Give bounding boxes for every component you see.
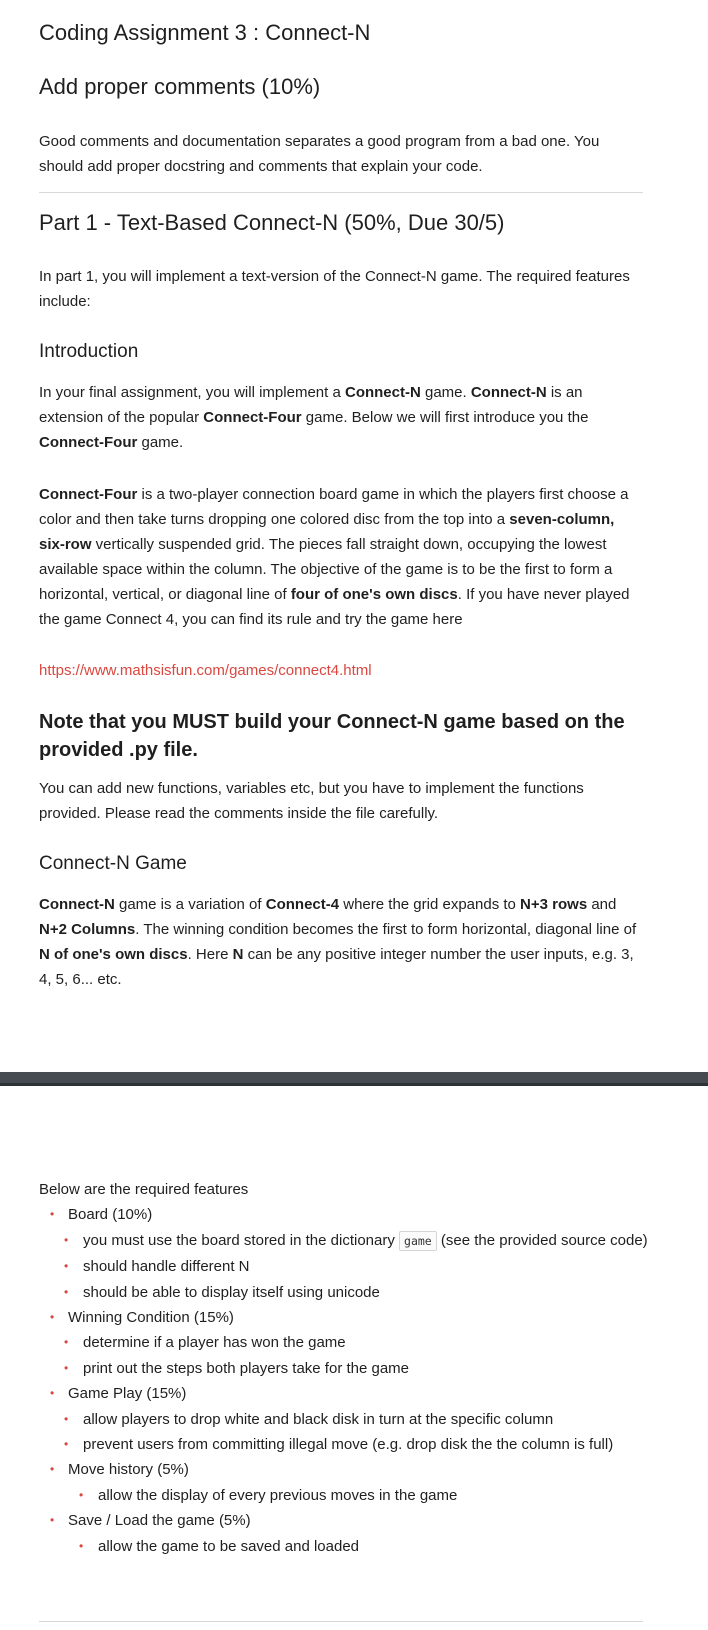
bullet-icon: • [64,1411,69,1426]
list-item: • determine if a player has won the game [39,1330,649,1355]
list-item: • prevent users from committing illegal move (e.g. drop disk the the column is full) [39,1432,649,1457]
connect4-link[interactable]: https://www.mathsisfun.com/games/connect4.html [39,662,372,679]
bullet-icon: • [64,1360,69,1375]
bullet-icon: • [50,1513,55,1528]
bullet-icon: • [50,1462,55,1477]
comments-body: Good comments and documentation separates a good program from a bad one. You should add proper docstring and comments that explain your code. [39,133,600,175]
bullet-icon: • [50,1386,55,1401]
features-intro-line: Below are the required features [39,1181,249,1198]
list-item: • print out the steps both players take for the game [39,1356,649,1381]
bullet-icon: • [64,1437,69,1452]
bullet-icon: • [64,1284,69,1299]
page-title: Coding Assignment 3 : Connect-N [39,20,371,45]
connectn-heading: Connect-N Game [39,853,187,874]
note-body: You can add new functions, variables etc, but you have to implement the functions provided. Please read the comments inside the file carefully. [39,780,584,822]
section-divider [39,192,643,193]
list-item: • should be able to display itself using unicode [39,1280,649,1305]
bullet-icon: • [79,1487,84,1502]
introduction-paragraph-2: Connect-Four is a two-player connection board game in which the players first choose a color and then take turns dropping one colored disc from the top into a seven-column, six-row vertically suspended grid. The pieces fall straight down, occupying the lowest available space within the column. The objective of the game is to be the first to form a horizontal, vertical, or diagonal line of four of one's own discs. If you have never played the game Connect 4, you can find its rule and try the game here [39,486,630,628]
list-item-saveload: • Save / Load the game (5%) [39,1508,649,1533]
bullet-icon: • [64,1335,69,1350]
introduction-paragraph-1: In your final assignment, you will implement a Connect-N game. Connect-N is an extension of the popular Connect-Four game. Below we will first introduce you the Connect-Four game. [39,384,589,451]
bullet-icon: • [64,1259,69,1274]
comments-heading: Add proper comments (10%) [39,74,321,99]
bullet-icon: • [50,1310,55,1325]
features-list [39,1177,649,1559]
list-item-history: • Move history (5%) [39,1457,649,1482]
bullet-icon: • [50,1207,55,1222]
part1-heading: Part 1 - Text-Based Connect-N (50%, Due 30/5) [39,210,505,235]
connectn-paragraph: Connect-N game is a variation of Connect-4 where the grid expands to N+3 rows and N+2 Columns. The winning condition becomes the first to form horizontal, diagonal line of N of one's own discs. Here N can be any positive integer number the user inputs, e.g. 3, 4, 5, 6... etc. [39,896,637,988]
list-item: • you must use the board stored in the dictionary game (see the provided source code) [39,1228,649,1254]
code-game: game [399,1231,437,1251]
list-item-winning: • Winning Condition (15%) [39,1305,649,1330]
part1-intro: In part 1, you will implement a text-version of the Connect-N game. The required features include: [39,268,630,310]
list-item: • allow the display of every previous moves in the game [39,1483,649,1508]
connect4-link-paragraph [39,658,644,683]
list-item: • should handle different N [39,1254,649,1279]
list-item: • allow the game to be saved and loaded [39,1534,649,1559]
bullet-icon: • [64,1232,69,1247]
page-break-band [0,1072,708,1086]
list-item-gameplay: • Game Play (15%) [39,1381,649,1406]
list-item: • allow players to drop white and black disk in turn at the specific column [39,1407,649,1432]
introduction-heading: Introduction [39,341,139,362]
note-heading: Note that you MUST build your Connect-N game based on the provided .py file. [39,711,625,761]
bullet-icon: • [79,1538,84,1553]
list-item-board: • Board (10%) [39,1202,649,1227]
bottom-divider [39,1621,643,1622]
